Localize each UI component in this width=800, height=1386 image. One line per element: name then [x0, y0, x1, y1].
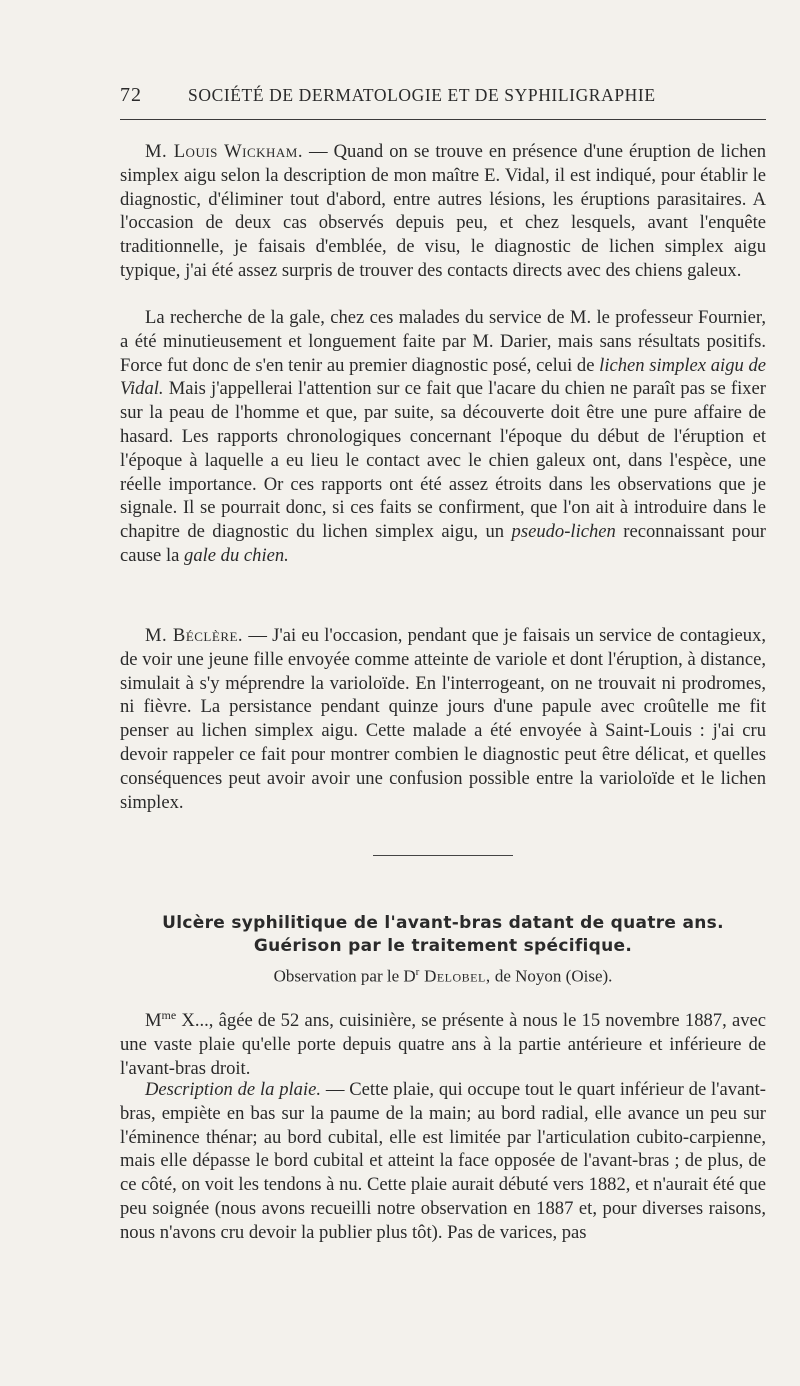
- p1-prefix: M: [145, 1010, 162, 1032]
- beclere-text: — J'ai eu l'occasion, pendant que je faisais un service de contagieux, de voir une jeune fille envoyée comme atteinte de variole et dont l'éruption, à distance, simulait à s'y méprendre la varioloïde. En l'interrogeant, on ne trouvait ni prodromes, ni fièvre. La persistance pendant quinze jours d'une papule avec croûtelle me fit penser au lichen simplex aigu. Cette malade a été envoyée à Saint-Louis : j'ai cru devoir rappeler ce fait pour montrer combien le diagnostic peut être délicat, et quelles conséquences peut avoir avoir une confusion possible entre la varioloïde et le lichen simplex.: [120, 625, 766, 813]
- beclere-paragraph: [120, 624, 766, 814]
- page-number: 72: [120, 84, 142, 106]
- journal-title: SOCIÉTÉ DE DERMATOLOGIE ET DE SYPHILIGRAPHIE: [188, 85, 656, 105]
- wickham-text-2a: La recherche de la gale, chez ces malades du service de M. le professeur Fournier, a été minutieusement et longuement faite par M. Darier, mais sans résultats positifs. Force fut donc de s'en tenir au premier diagnostic posé, celui de: [120, 307, 766, 376]
- byline-sup: r: [415, 966, 420, 978]
- speaker-beclere: M. Béclère.: [145, 625, 244, 646]
- article-paragraph-2: [120, 1078, 766, 1245]
- wickham-italic-lichen: lichen simplex aigu de Vidal.: [120, 354, 767, 400]
- wickham-text-1: — Quand on se trouve en présence d'une éruption de lichen simplex aigu selon la description de mon maître E. Vidal, il est indiqué, pour établir le diagnostic, d'éliminer tout d'abord, entre autres lésions, les éruptions parasitaires. A l'occasion de deux cas observés depuis peu, et chez lesquels, avant l'enquête traditionnelle, je faisais d'emblée, de visu, le diagnostic de lichen simplex aigu typique, j'ai été assez surpris de trouver des contacts directs avec des chiens galeux.: [120, 141, 766, 281]
- wickham-text-2e: reconnaissant pour cause la: [120, 521, 766, 566]
- article-byline: [120, 966, 766, 987]
- running-head: [120, 84, 766, 108]
- p2-text: — Cette plaie, qui occupe tout le quart inférieur de l'avant-bras, empiète en bas sur la paume de la main; au bord radial, elle avance un peu sur l'éminence thénar; au bord cubital, elle est limitée par l'articulation cubito-carpienne, mais elle dépasse le bord cubital et atteint la face opposée de l'avant-bras ; de plus, de ce côté, on voit les tendons à nu. Cette plaie aurait débuté vers 1882, et n'aurait été que peu soignée (nous avons recueilli notre observation en 1887 et, pour diverses raisons, nous n'avons cru devoir la publier plus tôt). Pas de varices, pas: [120, 1079, 766, 1243]
- article-paragraph-1: [120, 1004, 766, 1081]
- wickham-italic-pseudo-lichen: pseudo-lichen: [511, 521, 616, 543]
- byline-prefix: Observation par le D: [273, 966, 416, 986]
- byline-suffix: de Noyon (Oise).: [490, 966, 613, 986]
- p1-sup: me: [161, 1008, 177, 1022]
- section-separator: [373, 855, 513, 856]
- speaker-wickham: M. Louis Wickham.: [145, 141, 303, 162]
- byline-author: Delobel,: [419, 966, 491, 986]
- wickham-text-2c: Mais j'appellerai l'attention sur ce fait que l'acare du chien ne paraît pas se fixer sur la peau de l'homme et que, par suite, sa découverte doit être une pure affaire de hasard. Les rapports chronologiques concernant l'époque du début de l'éruption et l'époque à laquelle a eu lieu le contact avec le chien galeux ont, dans l'espèce, une réelle importance. Or ces rapports ont été assez étroits dans les observations que je signale. Il se pourrait donc, si ces faits se confirment, que l'on ait à introduire dans le chapitre de diagnostic du lichen simplex aigu, un: [120, 378, 766, 543]
- wickham-paragraph-2: [120, 306, 766, 568]
- p2-lead-italic: Description de la plaie.: [145, 1079, 322, 1100]
- article-title: Ulcère syphilitique de l'avant-bras datant de quatre ans. Guérison par le traitement spécifique.: [162, 913, 724, 956]
- header-rule: [120, 119, 766, 120]
- wickham-paragraph-1: [120, 140, 766, 283]
- p1-text: X..., âgée de 52 ans, cuisinière, se présente à nous le 15 novembre 1887, avec une vaste plaie qu'elle porte depuis quatre ans à la partie antérieure et inférieure de l'avant-bras droit.: [120, 1010, 766, 1079]
- wickham-italic-gale: gale du chien.: [184, 544, 289, 566]
